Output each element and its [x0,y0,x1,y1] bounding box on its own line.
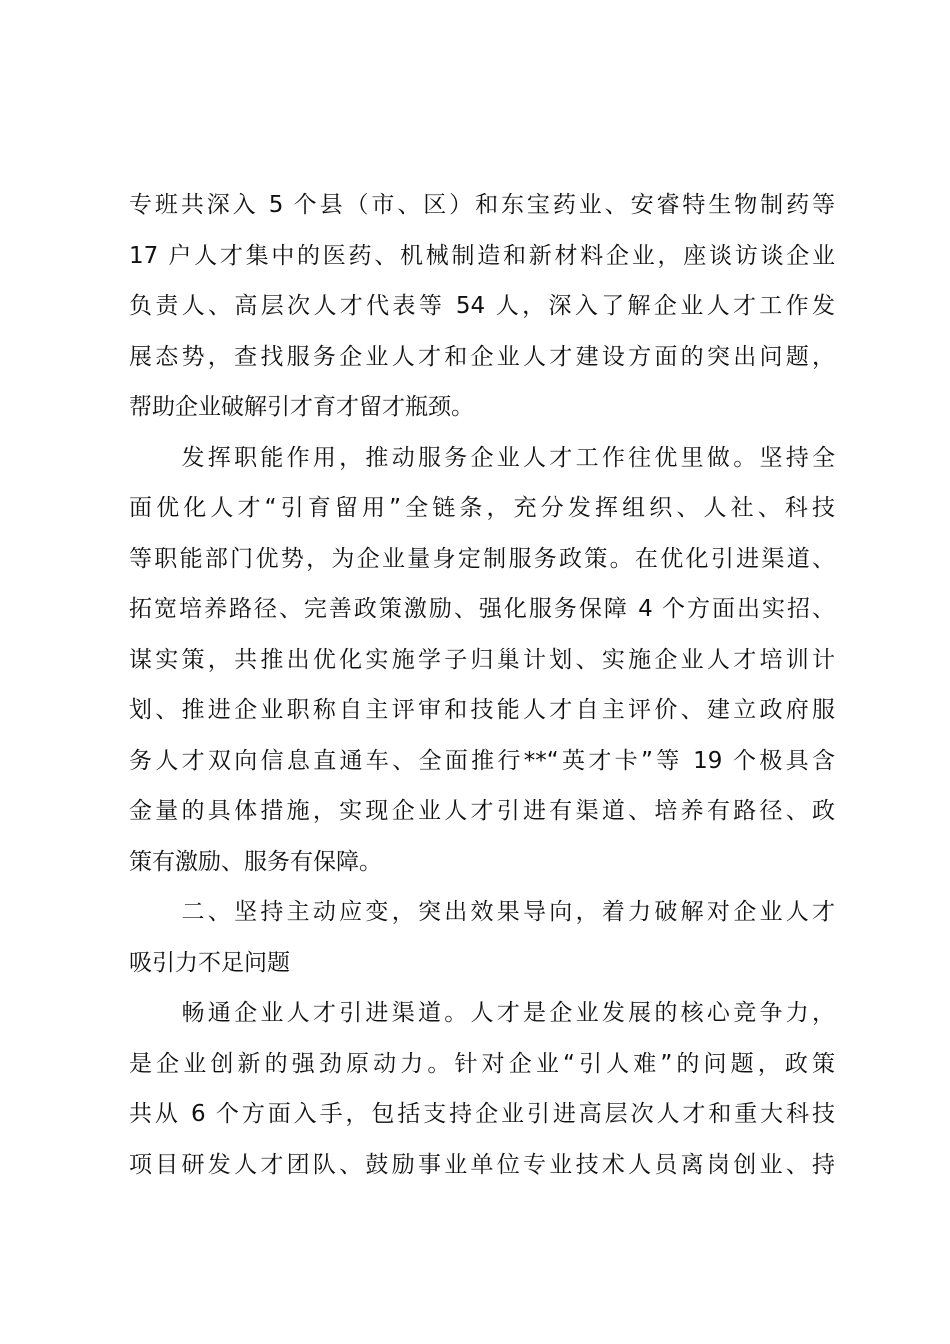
text-line: 拓宽培养路径、完善政策激励、强化服务保障 4 个方面出实招、 [129,596,835,622]
text-line: 务人才双向信息直通车、全面推行**“英才卡”等 19 个极具含 [129,747,835,774]
text-line: 划、推进企业职称自主评审和技能人才自主评价、建立政府服 [129,697,835,723]
text-line: 金量的具体措施，实现企业人才引进有渠道、培养有路径、政 [129,798,835,824]
text-line: 项目研发人才团队、鼓励事业单位专业技术人员离岗创业、持 [129,1151,835,1178]
text-line: 等职能部门优势，为企业量身定制服务政策。在优化引进渠道、 [129,545,835,572]
text-line: 是企业创新的强劲原动力。针对企业“引人难”的问题，政策 [129,1050,835,1077]
text-line: 专班共深入 5 个县（市、区）和东宝药业、安睿特生物制药等 [129,192,835,218]
text-line: 谋实策，共推出优化实施学子归巢计划、实施企业人才培训计 [129,646,835,673]
text-line: 帮助企业破解引才育才留才瓶颈。 [129,394,474,420]
text-line: 发挥职能作用，推动服务企业人才工作往优里做。坚持全 [129,444,835,471]
text-line: 负责人、高层次人才代表等 54 人，深入了解企业人才工作发 [129,293,835,319]
text-line: 畅通企业人才引进渠道。人才是企业发展的核心竞争力， [129,1000,835,1026]
text-line: 策有激励、服务有保障。 [129,848,382,875]
text-line: 面优化人才“引育留用”全链条，充分发挥组织、人社、科技 [129,495,835,521]
text-line: 共从 6 个方面入手，包括支持企业引进高层次人才和重大科技 [129,1101,835,1127]
body-text [129,180,835,1190]
section-heading-line: 吸引力不足问题 [129,949,290,976]
text-line: 展态势，查找服务企业人才和企业人才建设方面的突出问题， [129,343,835,370]
text-line: 17 户人才集中的医药、机械制造和新材料企业，座谈访谈企业 [129,242,835,269]
section-heading-line: 二、坚持主动应变，突出效果导向，着力破解对企业人才 [129,899,835,925]
